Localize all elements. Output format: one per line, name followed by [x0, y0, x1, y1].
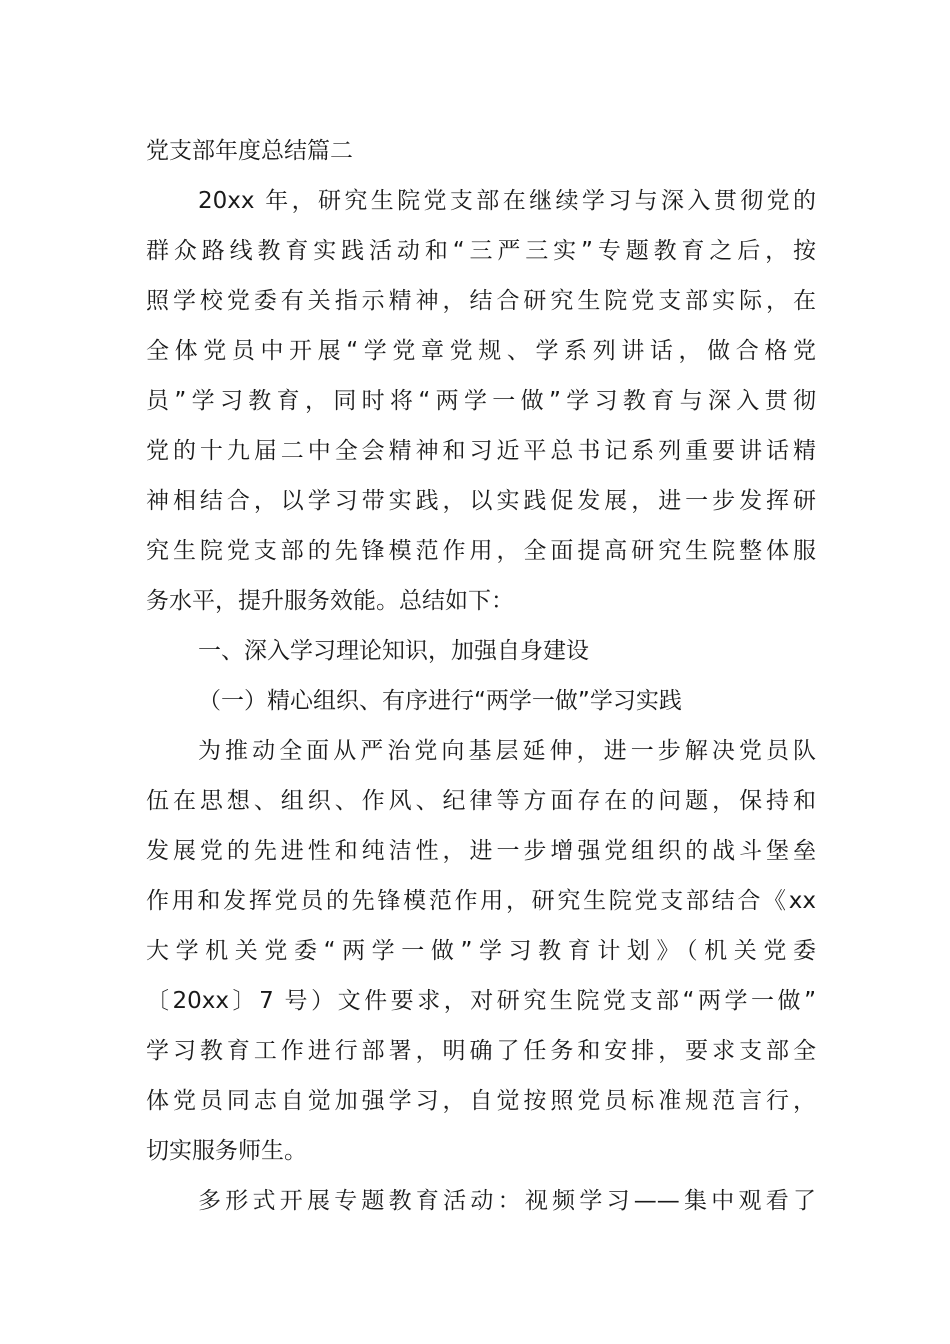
section-heading: 一、深入学习理论知识，加强自身建设 [198, 638, 589, 664]
text-line: 作用和发挥党员的先锋模范作用，研究生院党支部结合《xx [146, 888, 816, 914]
text-line: 照学校党委有关指示精神，结合研究生院党支部实际，在 [146, 288, 816, 314]
document-title: 党支部年度总结篇二 [146, 138, 353, 164]
text-line: 大学机关党委“两学一做”学习教育计划》（机关党委 [146, 938, 816, 964]
text-line: 务水平，提升服务效能。总结如下： [146, 588, 514, 614]
document-body [146, 126, 816, 1226]
paragraph-intro [146, 176, 816, 626]
text-line: 发展党的先进性和纯洁性，进一步增强党组织的战斗堡垒 [146, 838, 816, 864]
paragraph-activities [146, 1176, 816, 1226]
paragraph-practice [146, 726, 816, 1176]
text-line: 伍在思想、组织、作风、纪律等方面存在的问题，保持和 [146, 788, 816, 814]
text-line: 多形式开展专题教育活动：视频学习——集中观看了 [198, 1188, 816, 1214]
text-line: 〔20xx〕7 号）文件要求，对研究生院党支部“两学一做” [146, 988, 816, 1014]
text-line: 群众路线教育实践活动和“三严三实”专题教育之后，按 [146, 238, 816, 264]
text-line: 究生院党支部的先锋模范作用，全面提高研究生院整体服 [146, 538, 816, 564]
text-line: 切实服务师生。 [146, 1138, 307, 1164]
text-line: 全体党员中开展“学党章党规、学系列讲话，做合格党 [146, 338, 816, 364]
text-line: 为推动全面从严治党向基层延伸，进一步解决党员队 [198, 738, 816, 764]
text-line: 20xx 年，研究生院党支部在继续学习与深入贯彻党的 [198, 188, 816, 214]
text-line: 员”学习教育，同时将“两学一做”学习教育与深入贯彻 [146, 388, 816, 414]
text-line: 党的十九届二中全会精神和习近平总书记系列重要讲话精 [146, 438, 816, 464]
text-line: 体党员同志自觉加强学习，自觉按照党员标准规范言行， [146, 1088, 816, 1114]
text-line: 学习教育工作进行部署，明确了任务和安排，要求支部全 [146, 1038, 816, 1064]
subsection-heading: （一）精心组织、有序进行“两学一做”学习实践 [198, 688, 682, 714]
text-line: 神相结合，以学习带实践，以实践促发展，进一步发挥研 [146, 488, 816, 514]
